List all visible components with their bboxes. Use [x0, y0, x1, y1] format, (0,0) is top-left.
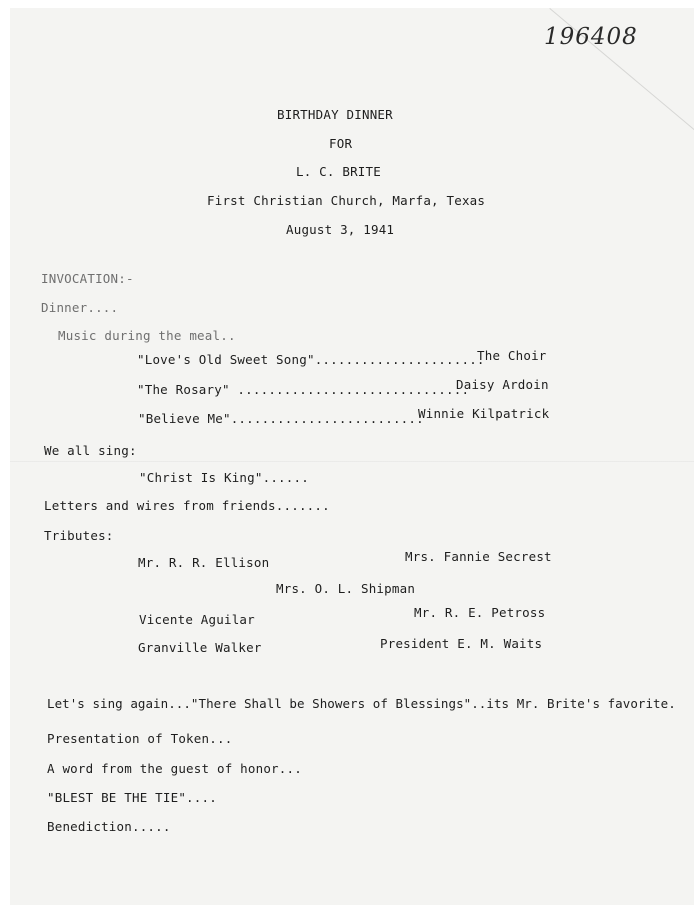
event-date: August 3, 1941	[286, 222, 395, 237]
page-bottom-margin	[0, 905, 700, 921]
christ-is-king: "Christ Is King"......	[139, 470, 309, 485]
honoree-name: L. C. BRITE	[296, 164, 381, 179]
blest-be-the-tie: "BLEST BE THE TIE"....	[47, 790, 217, 805]
document-title: BIRTHDAY DINNER	[277, 107, 393, 122]
benediction: Benediction.....	[47, 819, 171, 834]
letters-and-wires: Letters and wires from friends.......	[44, 498, 330, 513]
paper-fold-line	[10, 461, 694, 463]
tribute-ellison: Mr. R. R. Ellison	[138, 555, 270, 570]
tribute-waits: President E. M. Waits	[380, 636, 543, 651]
tributes-label: Tributes:	[44, 528, 114, 543]
tribute-walker: Granville Walker	[138, 640, 262, 655]
we-all-sing: We all sing:	[44, 443, 137, 458]
tribute-shipman: Mrs. O. L. Shipman	[276, 581, 416, 596]
song-3-performer: Winnie Kilpatrick	[418, 406, 550, 421]
song-1-performer: The Choir	[477, 348, 547, 363]
tribute-secrest: Mrs. Fannie Secrest	[405, 549, 552, 564]
tribute-petross: Mr. R. E. Petross	[414, 605, 546, 620]
song-1-title: "Love's Old Sweet Song"......................	[137, 352, 485, 367]
song-2-performer: Daisy Ardoin	[456, 377, 549, 392]
presentation-of-token: Presentation of Token...	[47, 731, 233, 746]
music-intro: Music during the meal..	[58, 328, 236, 343]
title-for: FOR	[329, 136, 353, 151]
venue: First Christian Church, Marfa, Texas	[207, 193, 486, 208]
invocation: INVOCATION:-	[41, 271, 134, 286]
dinner: Dinner....	[41, 300, 119, 315]
song-3-title: "Believe Me".........................	[138, 411, 424, 426]
word-from-guest: A word from the guest of honor...	[47, 761, 302, 776]
tribute-aguilar: Vicente Aguilar	[139, 612, 255, 627]
song-2-title: "The Rosary" ..............................	[137, 382, 470, 397]
handwritten-catalog-number: 196408	[544, 24, 638, 50]
sing-again: Let's sing again..."There Shall be Showers of Blessings"..its Mr. Brite's favorite.	[47, 696, 676, 711]
